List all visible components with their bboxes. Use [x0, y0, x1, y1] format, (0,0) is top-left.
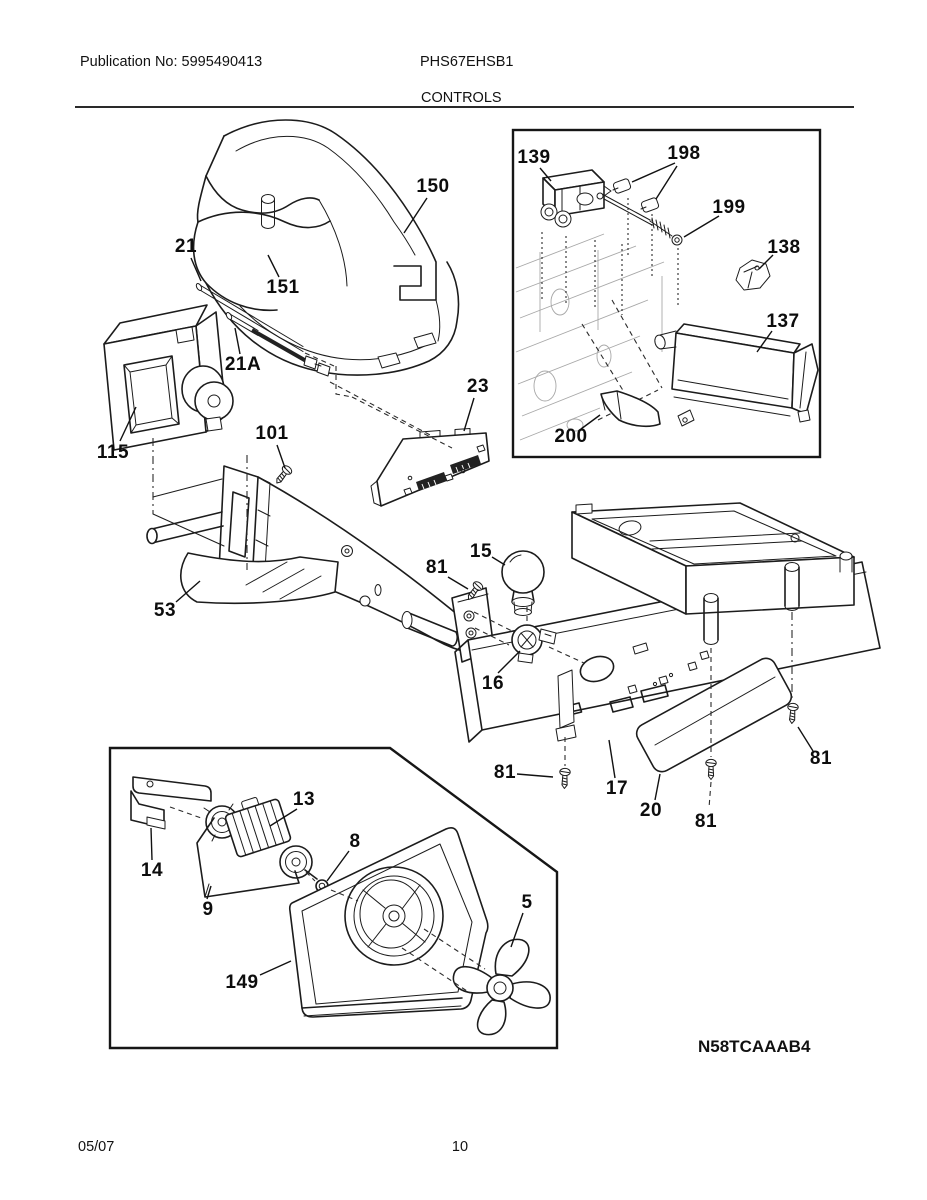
callout-200: 200	[554, 426, 588, 447]
bracket-53	[147, 466, 467, 652]
callout-149: 149	[225, 972, 259, 993]
callout-81-4: 81	[809, 748, 833, 769]
model-number: PHS67EHSB1	[420, 54, 514, 70]
control-board-23	[371, 429, 489, 507]
console-17	[452, 503, 880, 742]
callout-20: 20	[639, 800, 663, 821]
callout-151: 151	[266, 277, 300, 298]
diagram-code: N58TCAAAB4	[698, 1037, 811, 1056]
inset-box-top-right	[513, 130, 820, 457]
callout-198: 198	[667, 143, 701, 164]
callout-13: 13	[292, 789, 316, 810]
callout-81-2: 81	[493, 762, 517, 783]
callout-199: 199	[712, 197, 746, 218]
footer-page-number: 10	[451, 1139, 469, 1155]
callout-8: 8	[349, 831, 361, 852]
callout-137: 137	[766, 311, 800, 332]
callout-14: 14	[140, 860, 164, 881]
inset-box-bottom-left	[110, 748, 557, 1048]
callout-138: 138	[767, 237, 801, 258]
callout-23: 23	[466, 376, 490, 397]
callout-101: 101	[255, 423, 289, 444]
callout-81-1: 81	[425, 557, 449, 578]
publication-number: Publication No: 5995490413	[80, 54, 263, 70]
page-title: CONTROLS	[421, 90, 502, 106]
duct-200	[601, 391, 660, 426]
tube-199	[597, 193, 682, 245]
bracket-138	[736, 260, 770, 290]
callout-16: 16	[481, 673, 505, 694]
callout-5: 5	[521, 892, 533, 913]
callout-17: 17	[605, 778, 629, 799]
callout-9: 9	[202, 899, 214, 920]
callout-21a: 21A	[224, 354, 262, 375]
callout-139: 139	[517, 147, 551, 168]
callout-21: 21	[174, 236, 198, 257]
damper-assembly-115	[104, 305, 233, 450]
footer-date: 05/07	[78, 1139, 115, 1155]
callout-150: 150	[416, 176, 450, 197]
callout-15: 15	[469, 541, 493, 562]
callout-53: 53	[153, 600, 177, 621]
callout-81-3: 81	[694, 811, 718, 832]
duct-assembly-150-151	[194, 120, 459, 375]
bracket-14	[131, 777, 211, 829]
callout-115: 115	[96, 442, 130, 463]
light-bulb-15	[502, 551, 544, 616]
tank-137	[653, 324, 818, 426]
